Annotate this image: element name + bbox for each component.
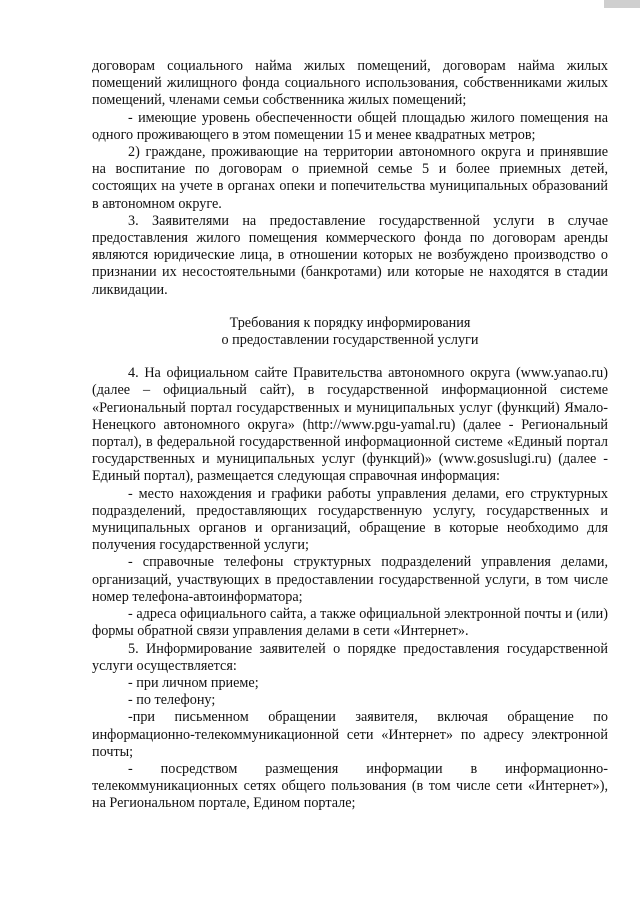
scan-edge-mark [604,0,640,8]
list-item-phones: - справочные телефоны структурных подразделений управления делами, организаций, участвующих в предоставлении государственной услуги, в том числе номер телефона-автоинформатора; [92,554,608,605]
list-item-addresses: - адреса официального сайта, а также официальной электронной почты и (или) формы обратной связи управления делами в сети «Интернет». [92,606,608,640]
list-item-written: -при письменном обращении заявителя, включая обращение по информационно-телекоммуникационной сети «Интернет» по адресу электронной почты; [92,709,608,760]
paragraph-3-legal-entities: 3. Заявителями на предоставление государственной услуги в случае предоставления жилого помещения коммерческого фонда по договорам аренды являются юридические лица, в отношении которых не возбуждено производство о признании их несостоятельными (банкротами) или которые не находятся в стадии ликвидации. [92,212,608,298]
paragraph-foster-families: 2) граждане, проживающие на территории автономного округа и принявшие на воспитание по договорам о приемной семье 5 и более приемных детей, состоящих на учете в органах опеки и попечительства муниципальных образований в автономном округе. [92,144,608,212]
spacer [92,299,608,315]
paragraph-5-informing: 5. Информирование заявителей о порядке предоставления государственной услуги осуществляется: [92,640,608,674]
paragraph-continuation: договорам социального найма жилых помещений, договорам найма жилых помещений жилищного фонда социального использования, собственниками жилых помещений, членами семьи собственника жилых помещений; [92,58,608,109]
list-item-location: - место нахождения и графики работы управления делами, его структурных подразделений, предоставляющих государственную услугу, государственных и муниципальных органов и организаций, обращение в которые необходимо для получения государственной услуги; [92,485,608,554]
list-item-personal: - при личном приеме; [128,674,259,691]
list-item-networks: - посредством размещения информации в информационно-телекоммуникационных сетях общего пользования (в том числе сети «Интернет»), на Региональном портале, Едином портале; [92,760,608,812]
document-body [92,58,608,813]
paragraph-living-space: - имеющие уровень обеспеченности общей площадью жилого помещения на одного проживающего в этом помещении 15 и менее квадратных метров; [92,109,608,143]
list-item-phone: - по телефону; [128,692,216,709]
spacer [92,349,608,365]
paragraph-4-official-site: 4. На официальном сайте Правительства автономного округа (www.yanao.ru) (далее – официальный сайт), в государственной информационной системе «Региональный портал государственных и муниципальных услуг (функций) Ямало-Ненецкого автономного округа» (http://www.pgu-yamal.ru) (далее - Региональный портал), в федеральной государственной информационной системе «Единый портал государственных и муниципальных услуг (функций)» (www.gosuslugi.ru) (далее - Единый портал), размещается следующая справочная информация: [92,365,608,485]
section-heading-line-1: Требования к порядку информирования [229,314,471,331]
section-heading-line-2: о предоставлении государственной услуги [221,332,479,349]
